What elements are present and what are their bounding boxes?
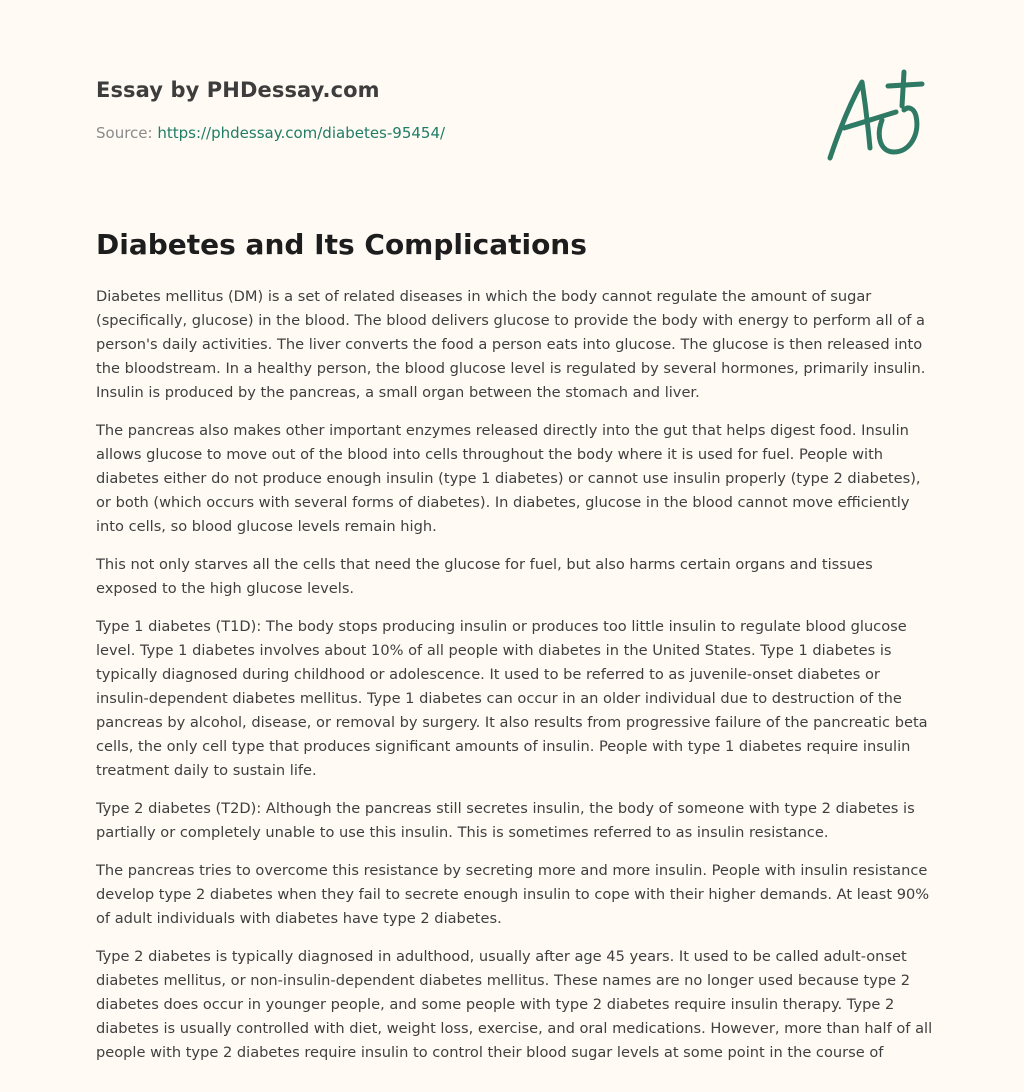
essay-paragraph: Type 2 diabetes is typically diagnosed in adulthood, usually after age 45 years. It used to be called adult-onset diabetes mellitus, or non-insulin-dependent diabetes mellitus. These names are no longer used because type 2 diabetes does occur in younger people, and some people with type 2 diabetes require insulin therapy. Type 2 diabetes is usually controlled with diet, weight loss, exercise, and oral medications. However, more than half of all people with type 2 diabetes require insulin to control their blood sugar levels at some point in the course of	[96, 948, 933, 1061]
brand-title: Essay by PHDessay.com	[96, 78, 380, 102]
source-label: Source:	[96, 124, 158, 142]
essay-paragraph: This not only starves all the cells that need the glucose for fuel, but also harms certain organs and tissues exposed to the high glucose levels.	[96, 556, 873, 597]
essay-paragraph: The pancreas tries to overcome this resistance by secreting more and more insulin. People with insulin resistance develop type 2 diabetes when they fail to secrete enough insulin to cope with their higher demands. At least 90% of adult individuals with diabetes have type 2 diabetes.	[96, 862, 930, 927]
source-link[interactable]: https://phdessay.com/diabetes-95454/	[157, 124, 446, 142]
essay-paragraph: Type 2 diabetes (T2D): Although the pancreas still secretes insulin, the body of someone with type 2 diabetes is partially or completely unable to use this insulin. This is sometimes referred to as insulin resistance.	[96, 800, 915, 841]
essay-paragraph: Diabetes mellitus (DM) is a set of related diseases in which the body cannot regulate the amount of sugar (specifically, glucose) in the blood. The blood delivers glucose to provide the body with energy to perform all of a person's daily activities. The liver converts the food a person eats into glucose. The glucose is then released into the bloodstream. In a healthy person, the blood glucose level is regulated by several hormones, primarily insulin. Insulin is produced by the pancreas, a small organ between the stomach and liver.	[96, 288, 926, 401]
essay-header	[96, 76, 736, 144]
essay-title: Diabetes and Its Complications	[96, 228, 587, 261]
source-line	[96, 122, 736, 144]
a-plus-grade-icon	[818, 66, 930, 166]
essay-body	[96, 285, 934, 1079]
essay-paragraph: The pancreas also makes other important enzymes released directly into the gut that helps digest food. Insulin allows glucose to move out of the blood into cells throughout the body where it is used for fuel. People with diabetes either do not produce enough insulin (type 1 diabetes) or cannot use insulin properly (type 2 diabetes), or both (which occurs with several forms of diabetes). In diabetes, glucose in the blood cannot move efficiently into cells, so blood glucose levels remain high.	[96, 422, 921, 535]
essay-paragraph: Type 1 diabetes (T1D): The body stops producing insulin or produces too little insulin to regulate blood glucose level. Type 1 diabetes involves about 10% of all people with diabetes in the United States. Type 1 diabetes is typically diagnosed during childhood or adolescence. It used to be referred to as juvenile-onset diabetes or insulin-dependent diabetes mellitus. Type 1 diabetes can occur in an older individual due to destruction of the pancreas by alcohol, disease, or removal by surgery. It also results from progressive failure of the pancreatic beta cells, the only cell type that produces significant amounts of insulin. People with type 1 diabetes require insulin treatment daily to sustain life.	[96, 618, 928, 779]
